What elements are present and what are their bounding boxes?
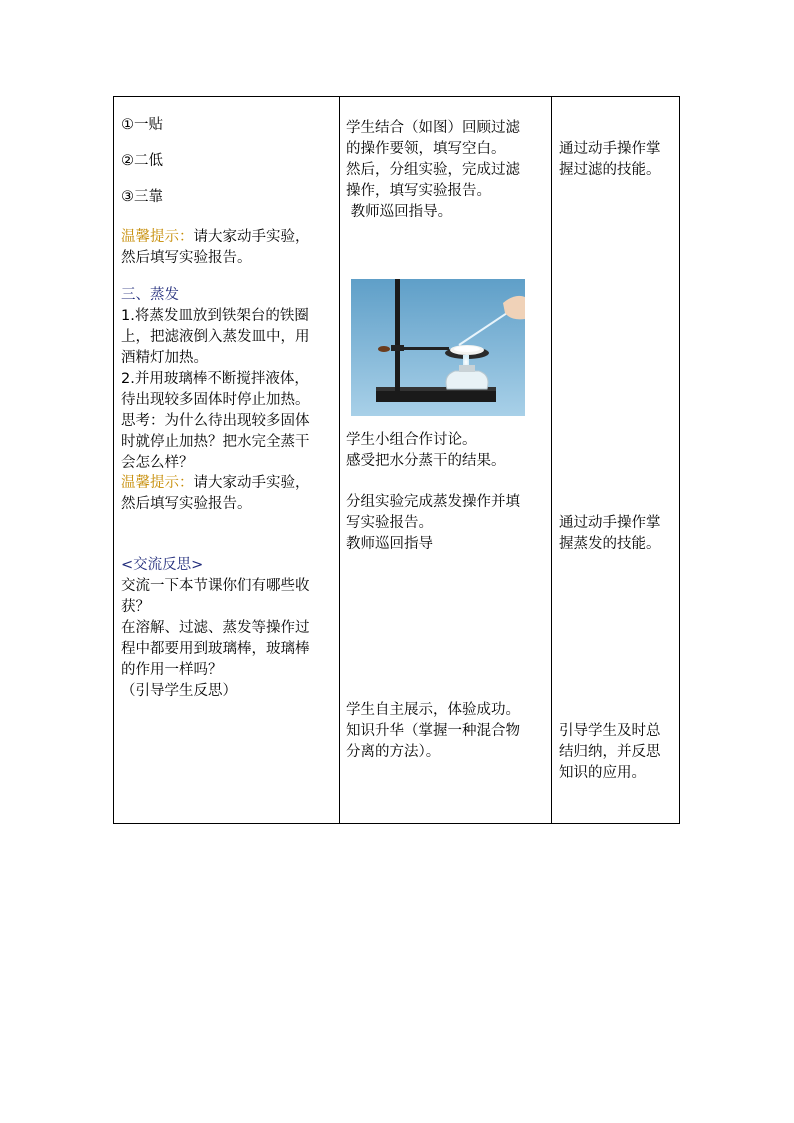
step-2-line-1: 2.并用玻璃棒不断搅拌液体， bbox=[121, 371, 309, 387]
think-line-1: 思考：为什么待出现较多固体 bbox=[121, 413, 310, 429]
evaporation-apparatus-photo bbox=[351, 279, 525, 416]
summary-goal-line-1: 引导学生及时总 bbox=[559, 723, 661, 739]
reflection-title: <交流反思> bbox=[121, 557, 204, 573]
evaporation-activity-line-2: 写实验报告。 bbox=[346, 515, 433, 531]
step-2-line-2: 待出现较多固体时停止加热。 bbox=[121, 392, 310, 408]
discussion-line-1: 学生小组合作讨论。 bbox=[346, 432, 477, 448]
filter-activity-line-5: 教师巡回指导。 bbox=[346, 204, 453, 220]
reflection-line-5: 的作用一样吗？ bbox=[121, 662, 223, 678]
step-1-line-1: 1.将蒸发皿放到铁架台的铁圈 bbox=[121, 308, 309, 324]
think-line-3: 会怎么样？ bbox=[121, 455, 194, 471]
reflection-line-3: 在溶解、过滤、蒸发等操作过 bbox=[121, 620, 310, 636]
reflection-line-6: （引导学生反思） bbox=[121, 683, 237, 699]
filter-goal-line-1: 通过动手操作掌 bbox=[559, 141, 661, 157]
filter-goal-line-2: 握过滤的技能。 bbox=[559, 162, 661, 178]
hint-1-text: 请大家动手实验， bbox=[193, 229, 310, 245]
filter-activity-line-1: 学生结合（如图）回顾过滤 bbox=[346, 120, 520, 136]
hint-1-label: 温馨提示： bbox=[121, 229, 194, 245]
think-line-2: 时就停止加热？把水完全蒸干 bbox=[121, 434, 310, 450]
showcase-line-1: 学生自主展示，体验成功。 bbox=[346, 702, 520, 718]
hint-1-line-1 bbox=[121, 227, 310, 248]
reflection-line-4: 程中都要用到玻璃棒，玻璃棒 bbox=[121, 641, 310, 657]
filter-point-2: ②二低 bbox=[121, 153, 163, 169]
summary-goal-line-3: 知识的应用。 bbox=[559, 765, 646, 781]
step-1-line-3: 酒精灯加热。 bbox=[121, 350, 208, 366]
step-1-line-2: 上，把滤液倒入蒸发皿中，用 bbox=[121, 329, 310, 345]
evaporation-apparatus-illustration bbox=[351, 279, 525, 416]
hint-2-text: 请大家动手实验， bbox=[193, 475, 310, 491]
column-divider-1 bbox=[339, 97, 340, 823]
filter-activity-line-3: 然后，分组实验，完成过滤 bbox=[346, 162, 520, 178]
filter-point-1: ①一贴 bbox=[121, 117, 163, 133]
filter-activity-line-4: 操作，填写实验报告。 bbox=[346, 183, 491, 199]
evaporation-goal-line-2: 握蒸发的技能。 bbox=[559, 536, 661, 552]
hint-2-line-2: 然后填写实验报告。 bbox=[121, 496, 252, 512]
column-divider-2 bbox=[551, 97, 552, 823]
filter-point-3: ③三靠 bbox=[121, 189, 163, 205]
hint-2-label: 温馨提示： bbox=[121, 475, 194, 491]
evaporation-activity-line-3: 教师巡回指导 bbox=[346, 536, 433, 552]
reflection-line-2: 获？ bbox=[121, 599, 150, 615]
summary-goal-line-2: 结归纳，并反思 bbox=[559, 744, 661, 760]
hint-1-line-2: 然后填写实验报告。 bbox=[121, 250, 252, 266]
section-evaporation-title: 三、蒸发 bbox=[121, 287, 179, 303]
discussion-line-2: 感受把水分蒸干的结果。 bbox=[346, 453, 506, 469]
hint-2-line-1 bbox=[121, 473, 310, 494]
evaporation-goal-line-1: 通过动手操作掌 bbox=[559, 515, 661, 531]
showcase-line-2: 知识升华（掌握一种混合物 bbox=[346, 723, 520, 739]
evaporation-activity-line-1: 分组实验完成蒸发操作并填 bbox=[346, 494, 520, 510]
filter-activity-line-2: 的操作要领，填写空白。 bbox=[346, 141, 506, 157]
reflection-line-1: 交流一下本节课你们有哪些收 bbox=[121, 578, 310, 594]
showcase-line-3: 分离的方法）。 bbox=[346, 744, 441, 760]
